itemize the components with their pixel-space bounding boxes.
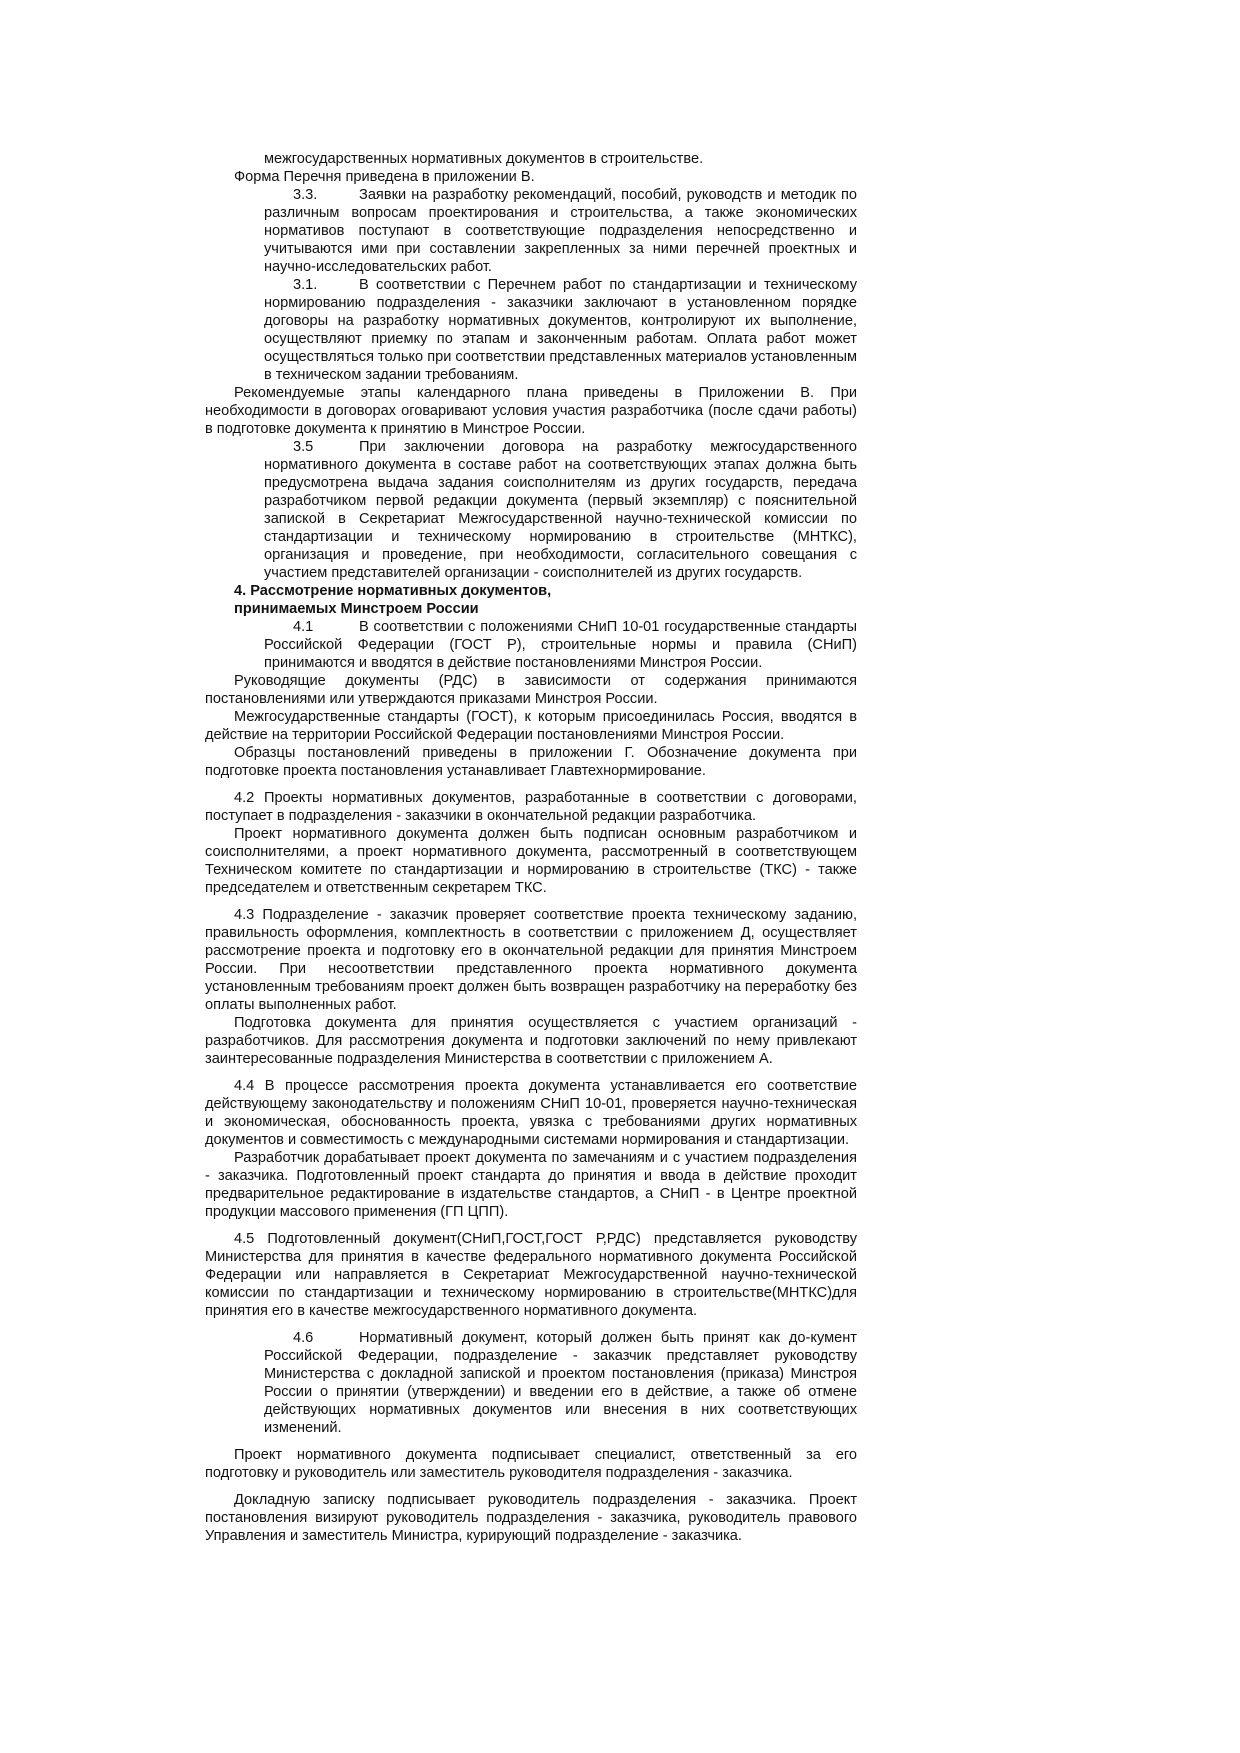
paragraph-text: Форма Перечня приведена в приложении В.: [234, 169, 535, 185]
paragraph-text: 4. Рассмотрение нормативных документов,: [234, 583, 552, 599]
paragraph: [205, 1149, 857, 1221]
paragraph-text: В соответствии с положениями СНиП 10-01 государственные стандарты Российской Федерации (ГОСТ Р), строительные нормы и правила (СНиП) принимаются и вводятся в действие постановлениями Минстроя России.: [264, 619, 857, 671]
paragraph: [205, 672, 857, 708]
paragraph-text: При заключении договора на разработку межгосударственного нормативного документа в составе работ на соответствующих этапах должна быть предусмотрена выдача задания соисполнителям из других государств, передача разработчиком первой редакции документа (первый экземпляр) с пояснительной запиской в Секретариат Межгосударственной научно-технической комиссии по стандартизации и техническому нормированию в строительстве (МНТКС), организация и проведение, при необходимости, согласительного совещания с участием представителей организации - соисполнителей из других государств.: [264, 439, 857, 581]
paragraph: [264, 438, 857, 582]
paragraph-text: Образцы постановлений приведены в приложении Г. Обозначение документа при подготовке проекта постановления устанавливает Главтехнормирование.: [205, 745, 857, 779]
clause-number: 3.3.: [293, 187, 318, 203]
paragraph: [264, 1329, 857, 1437]
paragraph-text: 4.2 Проекты нормативных документов, разработанные в соответствии с договорами, поступает в подразделения - заказчики в окончательной редакции разработчика.: [205, 790, 857, 824]
paragraph-text: 4.4 В процессе рассмотрения проекта документа устанавливается его соответствие действующему законодательству и положениям СНиП 10-01, проверяется научно-техническая и экономическая, обоснованность проекта, увязка с требованиями других нормативных документов и совместимость с международными системами нормирования и стандартизации.: [205, 1078, 857, 1148]
clause-number: 3.5: [293, 439, 314, 455]
clause-number: 3.1.: [293, 277, 318, 293]
section-heading: [205, 600, 857, 618]
paragraph: [205, 1230, 857, 1320]
paragraph-text: 4.3 Подразделение - заказчик проверяет соответствие проекта техническому заданию, правильность оформления, комплектность в соответствии с приложением Д, осуществляет рассмотрение проекта и подготовку его в окончательной редакции для принятия Минстроем России. При несоответствии представленного проекта нормативного документа установленным требованиям проект должен быть возвращен разработчику на переработку без оплаты выполненных работ.: [205, 907, 857, 1013]
paragraph-text: В соответствии с Перечнем работ по стандартизации и техническому нормированию подразделения - заказчики заключают в установленном порядке договоры на разработку нормативных документов, контролируют их выполнение, осуществляют приемку по этапам и законченным работам. Оплата работ может осуществляться только при соответствии представленных материалов установленным в техническом задании требованиям.: [264, 277, 857, 383]
paragraph-text: Докладную записку подписывает руководитель подразделения - заказчика. Проект постановления визируют руководитель подразделения - заказчика, руководитель правового Управления и заместитель Министра, курирующий подразделение - заказчика.: [205, 1492, 857, 1544]
paragraph-text: 4.5 Подготовленный документ(СНиП,ГОСТ,ГОСТ Р,РДС) представляется руководству Министерства для принятия в качестве федерального нормативного документа Российской Федерации или направляется в Секретариат Межгосударственной научно-технической комиссии по стандартизации и техническому нормированию в строительстве(МНТКС)для принятия его в качестве межгосударственного нормативного документа.: [205, 1231, 857, 1319]
paragraph: [205, 825, 857, 897]
paragraph: [205, 789, 857, 825]
paragraph: [205, 168, 857, 186]
paragraph-text: Разработчик дорабатывает проект документа по замечаниям и с участием подразделения - заказчика. Подготовленный проект стандарта до принятия и ввода в действие проходит предварительное редактирование в издательстве стандартов, а СНиП - в Центре проектной продукции массового применения (ГП ЦПП).: [205, 1150, 857, 1220]
paragraph: [205, 906, 857, 1014]
paragraph-text: межгосударственных нормативных документов в строительстве.: [264, 151, 704, 167]
paragraph: [205, 1491, 857, 1545]
clause-number: 4.1: [293, 619, 314, 635]
paragraph-text: Проект нормативного документа подписывает специалист, ответственный за его подготовку и руководитель или заместитель руководителя подразделения - заказчика.: [205, 1447, 857, 1481]
paragraph-text: Межгосударственные стандарты (ГОСТ), к которым присоединилась Россия, вводятся в действие на территории Российской Федерации постановлениями Минстроя России.: [205, 709, 857, 743]
paragraph: [264, 618, 857, 672]
paragraph: [264, 186, 857, 276]
document-page: [205, 150, 857, 1750]
paragraph: [264, 276, 857, 384]
paragraph-text: Подготовка документа для принятия осуществляется с участием организаций - разработчиков. Для рассмотрения документа и подготовки заключений по нему привлекают заинтересованные подразделения Министерства в соответствии с приложением А.: [205, 1015, 857, 1067]
clause-number: 4.6: [293, 1330, 314, 1346]
paragraph: [205, 1014, 857, 1068]
paragraph: [205, 1077, 857, 1149]
paragraph-text: Руководящие документы (РДС) в зависимости от содержания принимаются постановлениями или утверждаются приказами Минстроя России.: [205, 673, 857, 707]
paragraph: [205, 744, 857, 780]
paragraph: [205, 708, 857, 744]
paragraph: [205, 1446, 857, 1482]
paragraph-text: Нормативный документ, который должен быть принят как до-кумент Российской Федерации, подразделение - заказчик представляет руководству Министерства с докладной запиской и проектом постановления (приказа) Минстроя России о принятии (утверждении) и введении его в действие, а также об отмене действующих нормативных документов или внесения в них соответствующих изменений.: [264, 1330, 857, 1436]
paragraph: [264, 150, 857, 168]
section-heading: [205, 582, 857, 600]
paragraph-text: Проект нормативного документа должен быть подписан основным разработчиком и соисполнителями, а проект нормативного документа, рассмотренный в соответствующем Техническом комитете по стандартизации и нормированию в строительстве (ТКС) - также председателем и ответственным секретарем ТКС.: [205, 826, 857, 896]
paragraph-text: Рекомендуемые этапы календарного плана приведены в Приложении В. При необходимости в договорах оговаривают условия участия разработчика (после сдачи работы) в подготовке документа к принятию в Минстрое России.: [205, 385, 857, 437]
paragraph-text: Заявки на разработку рекомендаций, пособий, руководств и методик по различным вопросам проектирования и строительства, а также экономических нормативов поступают в соответствующие подразделения непосредственно и учитываются ими при составлении закрепленных за ними перечней проектных и научно-исследовательских работ.: [264, 187, 857, 275]
paragraph-text: принимаемых Минстроем России: [234, 601, 479, 617]
paragraph: [205, 384, 857, 438]
